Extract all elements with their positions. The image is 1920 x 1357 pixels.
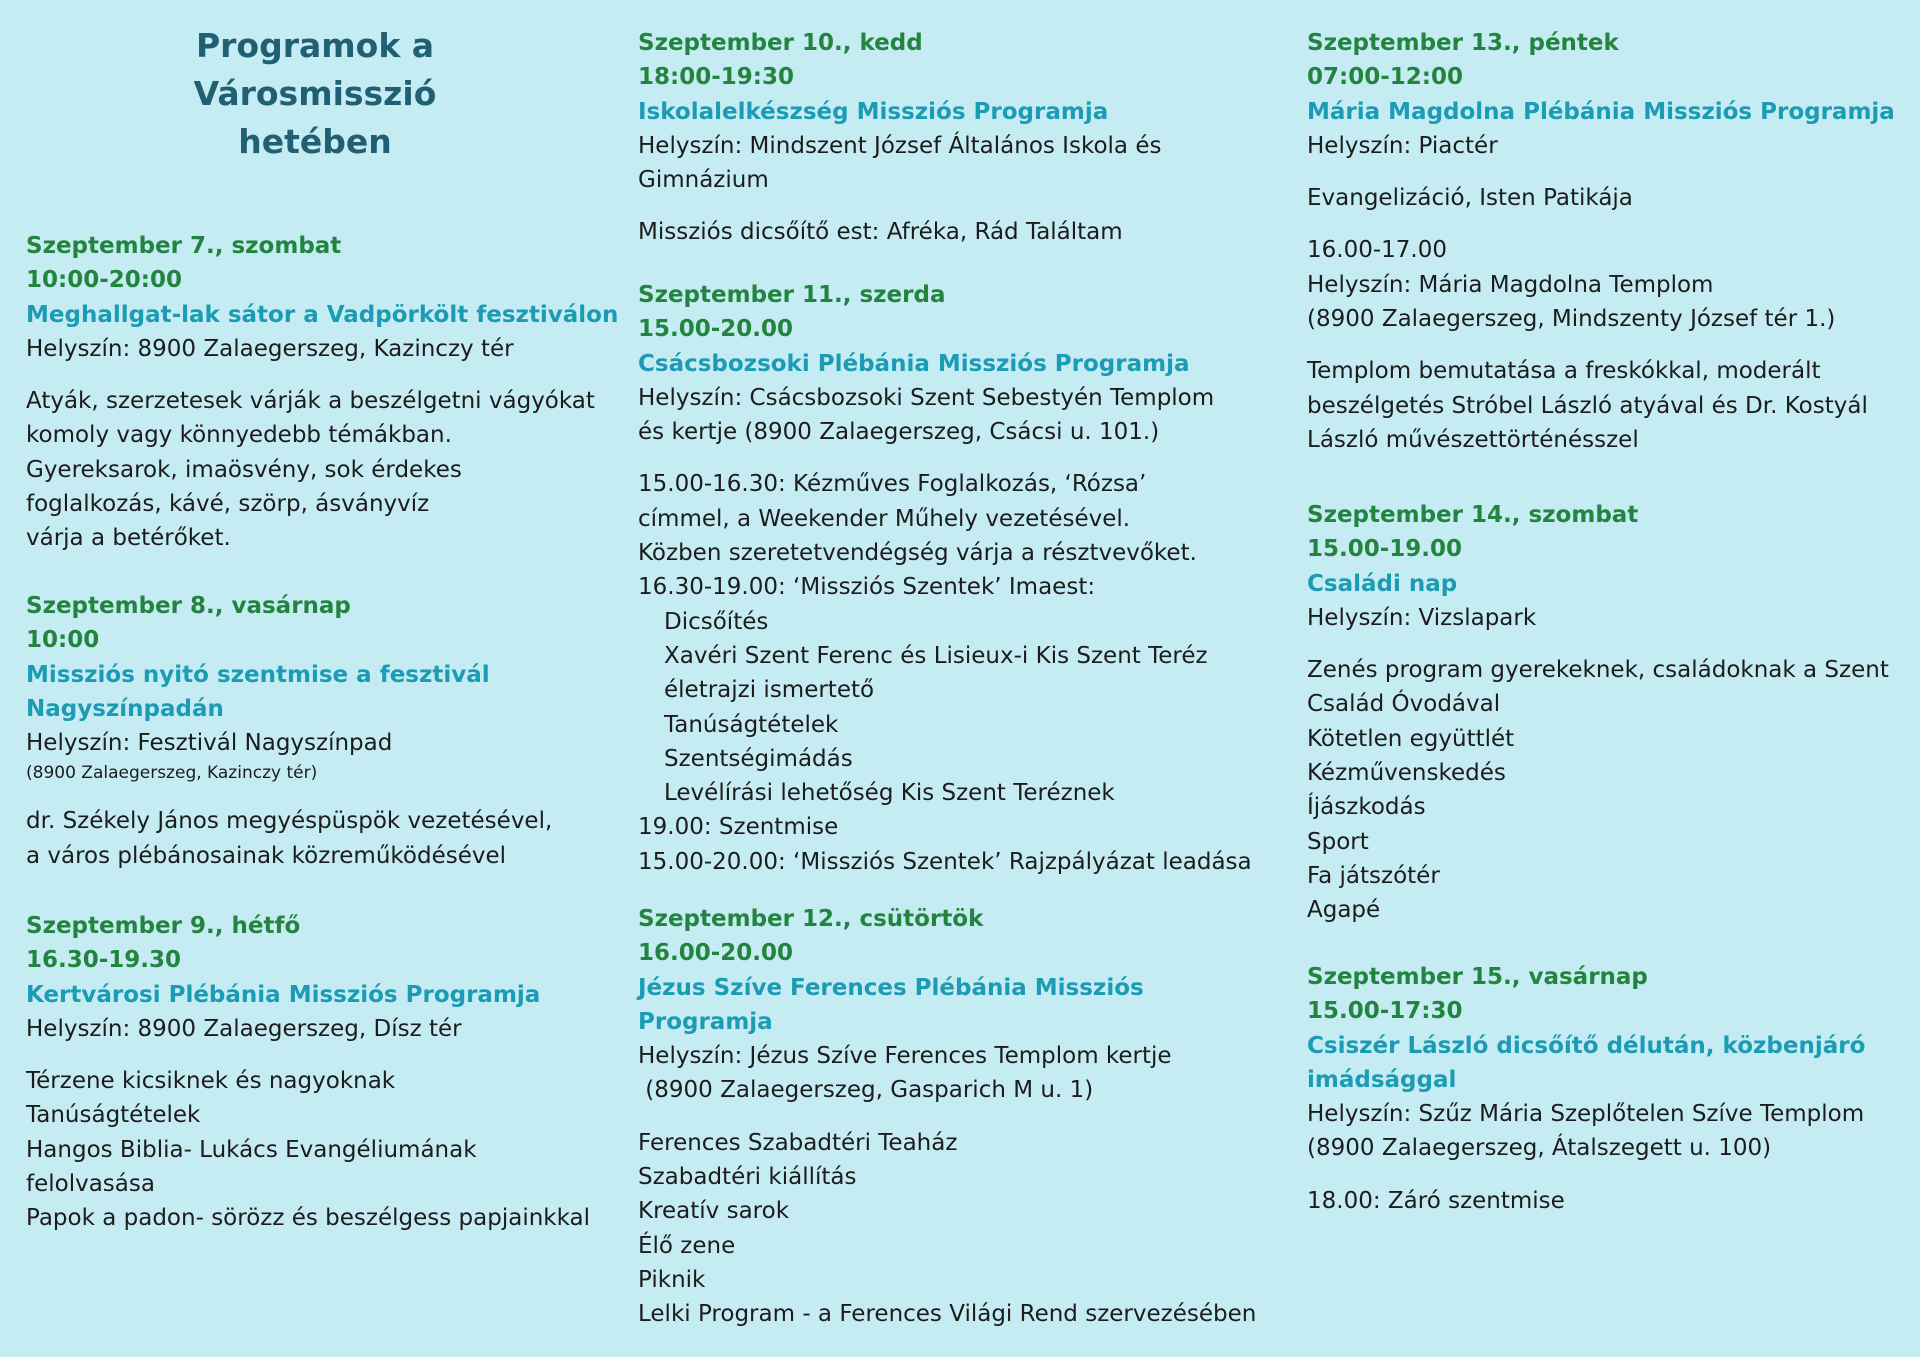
event-title: Meghallgat-lak sátor a Vadpörkölt fesztiválon — [26, 301, 619, 328]
event-location: Helyszín: Csácsbozsoki Szent Sebestyén Templom és kertje (8900 Zalaegerszeg, Csácsi u. 101.) — [638, 384, 1215, 446]
event-sep-12 — [638, 902, 1278, 1332]
event-time: 16.30-19.30 — [26, 947, 182, 974]
event-sep-7 — [26, 229, 619, 556]
event-title: Kertvárosi Plébánia Missziós Programja — [26, 981, 541, 1008]
event-date: Szeptember 14., szombat — [1307, 502, 1639, 528]
event-location: Helyszín: Vizslapark — [1307, 604, 1537, 631]
event-title: Családi nap — [1307, 570, 1458, 597]
event-title: Csiszér László dicsőítő délután, közbenjáró imádsággal — [1307, 1032, 1866, 1093]
event-description: Evangelizáció, Isten Patikája — [1307, 185, 1633, 212]
event-location: Helyszín: Szűz Mária Szeplőtelen Szíve Templom (8900 Zalaegerszeg, Átalszegett u. 100) — [1307, 1101, 1865, 1162]
event-description: Zenés program gyerekeknek, családoknak a Szent Család Óvodával Kötetlen együttlét Kézművenskedés Íjászkodás Sport Fa játszótér Agapé — [1307, 657, 1889, 924]
event-time: 07:00-12:00 — [1307, 64, 1463, 91]
event-date: Szeptember 10., kedd — [638, 30, 923, 56]
event-sep-9 — [26, 909, 616, 1236]
event-location: Helyszín: Piactér — [1307, 132, 1498, 159]
event-sep-10 — [638, 26, 1278, 250]
event-title: Missziós nyitó szentmise a fesztivál Nagyszínpadán — [26, 661, 490, 722]
event-sep-11 — [638, 278, 1278, 879]
event-title: Mária Magdolna Plébánia Missziós Programja — [1307, 98, 1895, 125]
event-sep-15 — [1307, 960, 1907, 1218]
event-sep-13 — [1307, 26, 1907, 457]
event-description: Atyák, szerzetesek várják a beszélgetni vágyókat komoly vagy könnyedebb témákban. Gyereksarok, imaösvény, sok érdekes foglalkozás, kávé, szörp, ásványvíz várja a betérőket. — [26, 388, 595, 552]
page-title: Programok a Városmisszió hetében — [193, 26, 437, 161]
event-time: 18:00-19:30 — [638, 64, 794, 91]
event-time: 10:00-20:00 — [26, 267, 182, 294]
event-location: Helyszín: Mindszent József Általános Iskola és Gimnázium — [638, 132, 1162, 194]
event-time: 15.00-17:30 — [1307, 998, 1463, 1025]
event-title: Iskolalelkészség Missziós Programja — [638, 98, 1109, 125]
event-date: Szeptember 13., péntek — [1307, 30, 1619, 56]
event-title: Csácsbozsoki Plébánia Missziós Programja — [638, 350, 1190, 377]
event-sep-14 — [1307, 498, 1907, 928]
event-time: 15.00-20.00 — [638, 316, 794, 343]
event-description: Templom bemutatása a freskókkal, moderált beszélgetés Stróbel László atyával és Dr. Kostyál László művészettörténésszel — [1307, 358, 1868, 453]
event-sep-8 — [26, 589, 616, 873]
event-description: Ferences Szabadtéri Teaház Szabadtéri kiállítás Kreatív sarok Élő zene Piknik Lelki Program - a Ferences Világi Rend szervezésében — [638, 1129, 1257, 1328]
event-time: 15.00-19.00 — [1307, 536, 1463, 563]
event-time: 10:00 — [26, 627, 100, 654]
event-date: Szeptember 7., szombat — [26, 233, 342, 259]
event-description: 15.00-16.30: Kézműves Foglalkozás, ‘Rózsa’ címmel, a Weekender Műhely vezetésével. Közben szeretetvendégség várja a résztvevőket. 16.30-19.00: ‘Missziós Szentek’ Imaest: Dicsőítés Xavéri Szent Ferenc és Lisieux-i Kis Szent Teréz életrajzi ismertető Tanúságtételek Szentségimádás Levélírási lehetőség Kis Szent Teréznek 19.00: Szentmise 15.00-20.00: ‘Missziós Szentek’ Rajzpályázat leadása — [638, 467, 1278, 879]
event-date: Szeptember 15., vasárnap — [1307, 964, 1648, 990]
event-location-address: (8900 Zalaegerszeg, Kazinczy tér) — [26, 763, 318, 784]
prayer-evening-items: Dicsőítés Xavéri Szent Ferenc és Lisieux-i Kis Szent Teréz életrajzi ismertető Tanúságtételek Szentségimádás Levélírási lehetőség Kis Szent Teréznek — [664, 608, 1208, 807]
event-date: Szeptember 9., hétfő — [26, 913, 301, 939]
event-location: Helyszín: 8900 Zalaegerszeg, Kazinczy tér — [26, 335, 514, 362]
event-title: Jézus Szíve Ferences Plébánia Missziós Programja — [638, 974, 1144, 1035]
event-date: Szeptember 11., szerda — [638, 282, 946, 308]
event-location: Helyszín: Fesztivál Nagyszínpad (8900 Zalaegerszeg, Kazinczy tér) — [26, 726, 616, 786]
event-description: Missziós dicsőítő est: Afréka, Rád Találtam — [638, 219, 1123, 246]
event-description: dr. Székely János megyéspüspök vezetésével, a város plébánosainak közreműködésével — [26, 808, 553, 869]
event-time: 16.00-20.00 — [638, 940, 794, 967]
event-session: 16.00-17.00 Helyszín: Mária Magdolna Templom (8900 Zalaegerszeg, Mindszenty József tér 1.) — [1307, 237, 1836, 333]
event-location: Helyszín: Jézus Szíve Ferences Templom kertje (8900 Zalaegerszeg, Gasparich M u. 1) — [638, 1043, 1172, 1104]
event-location: Helyszín: 8900 Zalaegerszeg, Dísz tér — [26, 1015, 462, 1042]
event-description: Térzene kicsiknek és nagyoknak Tanúságtételek Hangos Biblia- Lukács Evangéliumának felolvasása Papok a padon- sörözz és beszélgess papjainkkal — [26, 1068, 591, 1232]
event-description: 18.00: Záró szentmise — [1307, 1187, 1565, 1214]
event-date: Szeptember 8., vasárnap — [26, 593, 351, 619]
event-date: Szeptember 12., csütörtök — [638, 906, 984, 932]
